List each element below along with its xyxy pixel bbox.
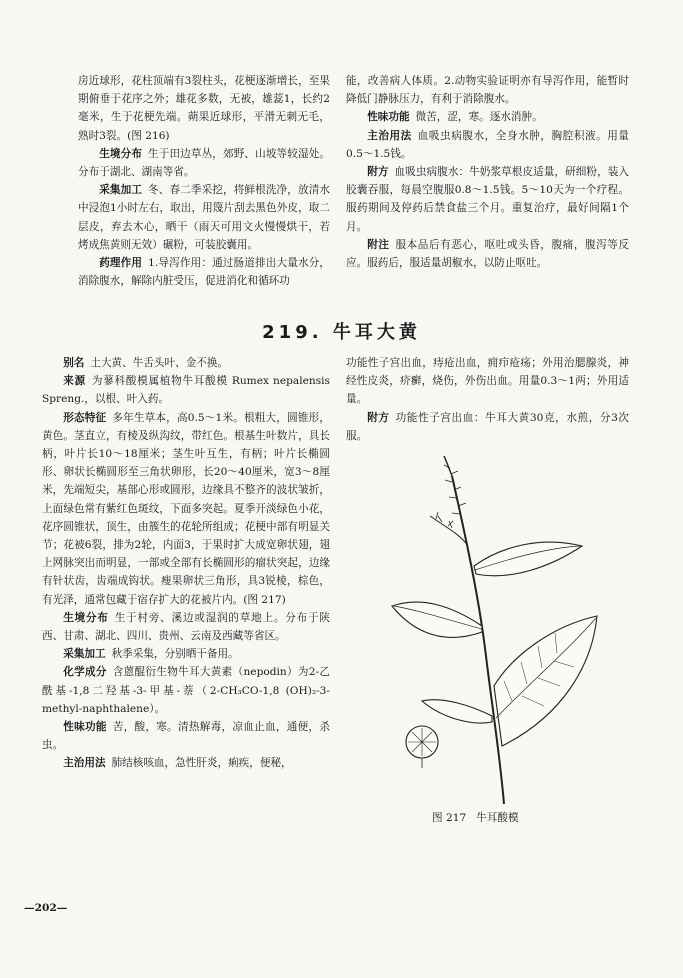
section-label: 形态特征 — [63, 411, 107, 424]
figure-caption — [432, 810, 529, 825]
section-label: 来源 — [63, 375, 86, 388]
section-label: 性味功能 — [63, 721, 107, 734]
section-text: 血吸虫病腹水，全身水肿，胸腔积液。用量0.5～1.5钱。 — [346, 129, 630, 160]
text-paragraph — [346, 236, 629, 272]
section-label: 生境分布 — [63, 611, 109, 624]
text-paragraph: 功能性子宫出血，痔疮出血，痈疖疮疡；外用治腮腺炎，神经性皮炎，疥癣，烧伤，外伤出血。用量0.3～1两；外用适量。 — [346, 357, 629, 406]
section-label: 附方 — [367, 166, 389, 179]
text-paragraph — [42, 663, 330, 718]
entry-title: 219. 牛耳大黄 — [262, 322, 421, 343]
text-paragraph — [78, 181, 330, 254]
text-paragraph — [78, 254, 330, 290]
section-text: 生于田边草丛，郊野、山坡等较湿处。分布于湖北、湖南等省。 — [78, 147, 330, 179]
section-label: 采集加工 — [63, 648, 106, 661]
top-left-column — [78, 72, 330, 290]
section-label: 主治用法 — [367, 129, 412, 142]
text-paragraph — [42, 354, 330, 372]
section-text: 1.导泻作用：通过肠道排出大量水分，消除腹水，解除内脏受压，促进消化和循环功 — [78, 257, 331, 288]
text-paragraph — [346, 127, 629, 163]
section-text: 冬、春二季采挖，将鲜根洗净，放清水中浸泡1小时左右，取出，用篾片刮去黑色外皮，取二层皮，弃去木心，晒干（雨天可用文火慢慢烘干，若烤成焦黄则无效）碾粉，可装胶囊用。 — [78, 184, 330, 251]
text-paragraph: 房近球形，花柱顶端有3裂柱头，花梗逐渐增长，至果期俯垂于花序之外；雄花多数，无被，雄蕊1，长约2毫米，生于花梗先端。蒴果近球形，平滑无刺无毛，熟时3裂。(图 216) — [78, 75, 330, 142]
section-label: 化学成分 — [63, 666, 107, 679]
plant-illustration — [382, 456, 612, 806]
section-label: 性味功能 — [367, 111, 410, 124]
text-paragraph — [346, 409, 629, 445]
section-text: 功能性子宫出血：牛耳大黄30克，水煎，分3次服。 — [346, 411, 630, 442]
section-label: 附注 — [367, 238, 390, 251]
figure-caption-text: 牛耳酸模 — [476, 812, 519, 824]
text-paragraph — [42, 754, 330, 772]
section-label: 采集加工 — [99, 184, 143, 197]
section-text: 为蓼科酸模属植物牛耳酸模 Rumex nepalensis Spreng.，以根、叶入药。 — [42, 375, 330, 406]
section-text: 血吸虫病腹水：牛奶浆草根皮适量，研细粉，装入胶囊吞服，每晨空腹服0.8～1.5钱。5～10天为一个疗程。服药期间及停药后禁食盐三个月。重复治疗，最好间隔1个月。 — [346, 166, 630, 233]
section-label: 药理作用 — [99, 257, 143, 270]
section-text: 微苦，涩，寒。逐水消肿。 — [415, 111, 543, 124]
section-label: 别名 — [63, 357, 85, 369]
text-paragraph — [42, 372, 330, 408]
section-text: 服本品后有恶心，呕吐或头昏，腹痛，腹泻等反应。服药后，服适量胡椒水，以防止呕吐。 — [346, 238, 630, 270]
section-text: 土大黄、牛舌头叶、金不换。 — [90, 357, 229, 369]
bottom-right-column — [346, 354, 629, 445]
bottom-left-column — [42, 354, 330, 773]
section-text: 秋季采集，分别晒干备用。 — [111, 648, 239, 661]
section-text: 苦，酸，寒。清热解毒，凉血止血，通便，杀虫。 — [42, 721, 331, 752]
text-paragraph — [42, 609, 330, 645]
text-paragraph: 能，改善病人体质。2.动物实验证明亦有导泻作用，能暂时降低门静脉压力，有利于消除腹水。 — [346, 75, 629, 106]
section-text: 生于村旁、溪边或湿润的草地上。分布于陕西、甘肃、湖北、四川、贵州、云南及西藏等省区。 — [42, 611, 331, 643]
section-text: 多年生草本，高0.5～1米。根粗大，圆锥形，黄色。茎直立，有棱及纵沟纹，带红色。根基生叶数片，具长柄，叶片长10～18厘米；茎生叶互生，有柄；叶片长椭圆形、卵状长椭圆形至三角状卵形，长20～40厘米，宽3～8厘米，先端短尖，基部心形或圆形，边缘具不整齐的波状皱折，上面绿色常有紫红色斑纹，下面多突起。夏季开淡绿色小花，花序圆锥状，顶生，由簇生的花轮所组成；花梗中部有明显关节；花被6裂，排为2轮，内面3，于果时扩大成宽卵状翅，翅上网脉突出而明显，一部或全部有长椭圆形的瘤状突起，边缘有针状齿，齿端成钩状。瘦果卵状三角形，具3锐棱，棕色，有光泽，通常包藏于宿存扩大的花被片内。(图 217) — [42, 411, 331, 606]
section-label: 主治用法 — [63, 757, 106, 770]
page-number: —202— — [24, 902, 68, 914]
text-paragraph — [78, 145, 330, 181]
figure-number: 图 217 — [432, 812, 467, 824]
text-paragraph — [42, 409, 330, 609]
section-text: 含蒽醌衍生物牛耳大黄素（nepodin）为2-乙酰基-1,8二羟基-3-甲基-萘（2-CH₃CO-1,8 (OH)₂-3-methyl-naphthalene）。 — [42, 666, 331, 715]
section-text: 肺结核咳血，急性肝炎，痢疾，便秘， — [111, 757, 292, 770]
top-right-column — [346, 72, 629, 272]
text-paragraph — [42, 645, 330, 663]
text-paragraph — [42, 718, 330, 754]
text-paragraph — [346, 163, 629, 236]
text-paragraph — [346, 108, 629, 126]
section-label: 附方 — [367, 411, 390, 424]
section-label: 生境分布 — [99, 147, 143, 160]
